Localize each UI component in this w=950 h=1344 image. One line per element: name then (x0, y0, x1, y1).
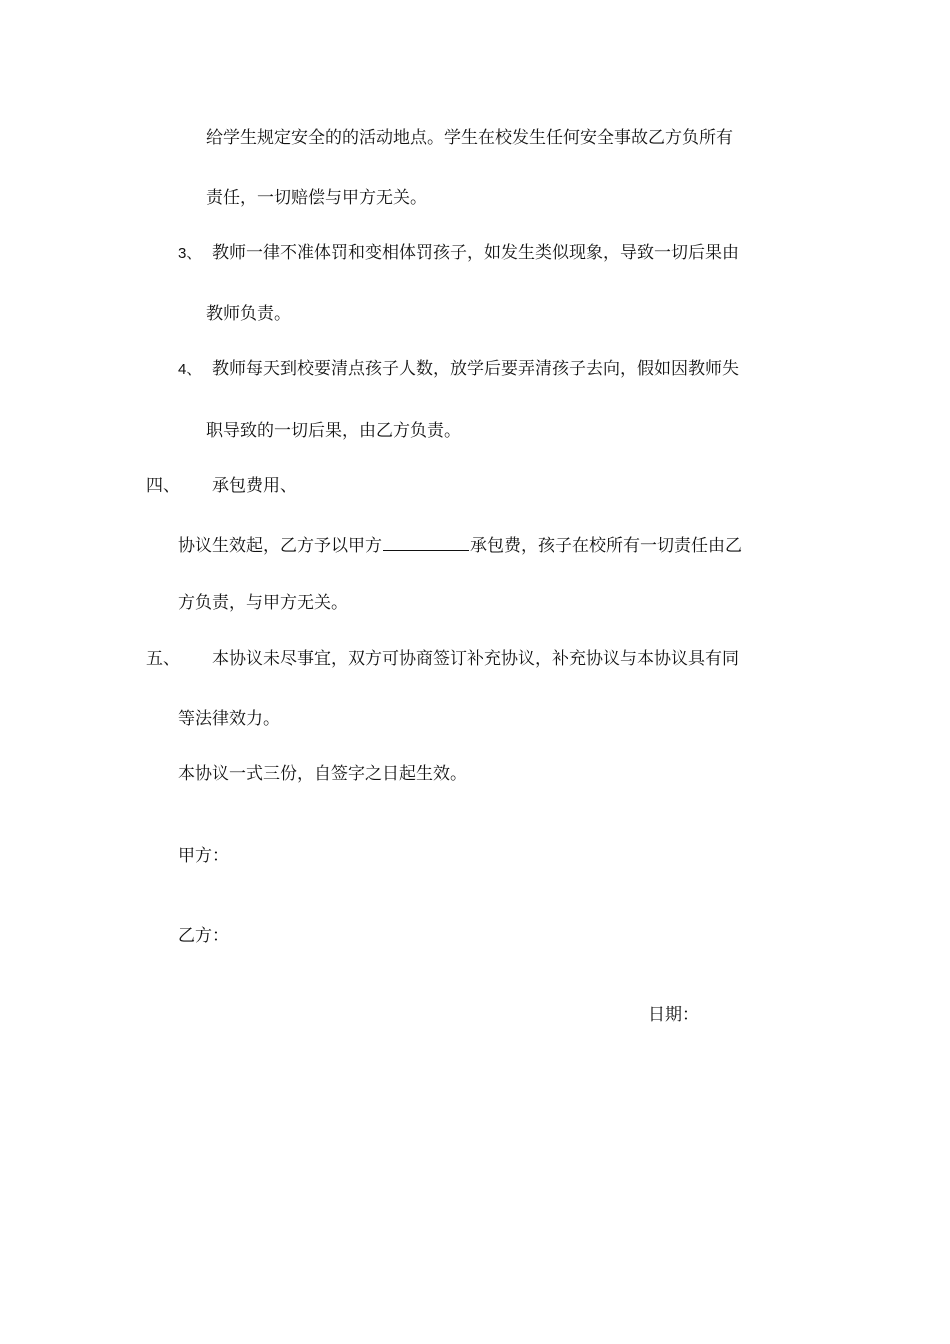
section-number-5: 五、 (146, 649, 180, 669)
section-4-heading: 承包费用、 (212, 476, 297, 496)
item-3-line: 教师负责。 (206, 304, 291, 324)
section-4-line (178, 532, 742, 558)
item-3-line: 教师一律不准体罚和变相体罚孩子，如发生类似现象，导致一切后果由 (212, 243, 739, 263)
item-number-4: 4、 (178, 361, 202, 378)
section-4-text: 承包费，孩子在校所有一切责任由乙 (470, 536, 742, 556)
paragraph-line: 责任，一切赔偿与甲方无关。 (206, 188, 427, 208)
party-a-signature: 甲方： (178, 846, 229, 866)
copies-statement: 本协议一式三份，自签字之日起生效。 (178, 764, 467, 784)
date-field: 日期： (648, 1005, 699, 1025)
section-5-line: 本协议未尽事宜，双方可协商签订补充协议，补充协议与本协议具有同 (212, 649, 739, 669)
item-4-line: 教师每天到校要清点孩子人数，放学后要弄清孩子去向，假如因教师失 (212, 359, 739, 379)
section-5-line: 等法律效力。 (178, 709, 280, 729)
party-b-signature: 乙方： (178, 926, 229, 946)
fee-blank (383, 532, 469, 551)
paragraph-line: 给学生规定安全的的活动地点。学生在校发生任何安全事故乙方负所有 (206, 128, 733, 148)
item-number-3: 3、 (178, 245, 202, 262)
section-4-text: 协议生效起，乙方予以甲方 (178, 536, 382, 556)
section-number-4: 四、 (146, 476, 180, 496)
section-4-line: 方负责，与甲方无关。 (178, 593, 348, 613)
item-4-line: 职导致的一切后果，由乙方负责。 (206, 421, 461, 441)
